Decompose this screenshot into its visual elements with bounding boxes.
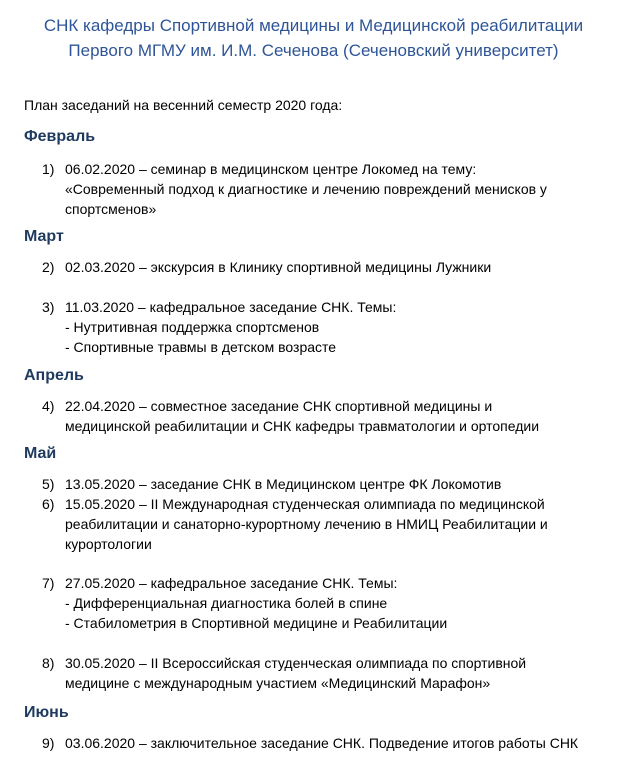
list-item-line: медицине с международным участием «Медицинский Марафон» <box>65 675 491 691</box>
list-item-number: 7) <box>42 575 55 591</box>
list-item-line: - Нутритивная поддержка спортсменов <box>65 319 320 335</box>
list-item-line: 02.03.2020 – экскурсия в Клинику спортивной медицины Лужники <box>65 259 492 275</box>
list-item-number: 5) <box>42 476 55 492</box>
document-title-line-2: Первого МГМУ им. И.М. Сеченова (Сеченовский университет) <box>68 41 559 60</box>
plan-intro: План заседаний на весенний семестр 2020 года: <box>24 97 343 113</box>
list-item-text <box>65 653 620 693</box>
list-item-line: 22.04.2020 – совместное заседание СНК спортивной медицины и <box>65 398 493 414</box>
list-item-number: 8) <box>42 655 55 671</box>
list-item-text <box>65 474 620 494</box>
list-item-line: - Стабилометрия в Спортивной медицине и Реабилитации <box>65 615 448 631</box>
list-item-text <box>65 573 620 633</box>
list-item-line: медицинской реабилитации и СНК кафедры травматологии и ортопедии <box>65 418 540 434</box>
list-item-line: - Дифференциальная диагностика болей в спине <box>65 595 388 611</box>
list-item-line: 06.02.2020 – семинар в медицинском центре Локомед на тему: <box>65 161 477 177</box>
list-item-number: 3) <box>42 299 55 315</box>
list-item-line: 11.03.2020 – кафедральное заседание СНК. Темы: <box>65 299 397 315</box>
list-item-line: 27.05.2020 – кафедральное заседание СНК. Темы: <box>65 575 398 591</box>
month-heading-february: Февраль <box>24 128 96 145</box>
list-item-line: реабилитации и санаторно-курортному лечению в НМИЦ Реабилитации и <box>65 516 548 532</box>
list-item-line: - Спортивные травмы в детском возрасте <box>65 339 337 355</box>
list-item-line: «Современный подход к диагностике и лечению повреждений менисков у <box>65 181 547 197</box>
list-item-number: 9) <box>42 735 55 751</box>
list-item-number: 4) <box>42 398 55 414</box>
document-title-line-1: СНК кафедры Спортивной медицины и Медицинской реабилитации <box>43 16 584 35</box>
list-item-number: 6) <box>42 496 55 512</box>
list-item-text <box>65 257 620 277</box>
list-item-text <box>65 396 620 436</box>
list-item-text <box>65 494 620 554</box>
list-item-number: 1) <box>42 161 55 177</box>
list-item-text <box>65 297 620 357</box>
list-item-text <box>65 159 620 219</box>
list-item-line: 30.05.2020 – II Всероссийская студенческая олимпиада по спортивной <box>65 655 527 671</box>
month-heading-april: Апрель <box>24 367 84 384</box>
month-heading-march: Март <box>24 228 64 245</box>
list-item-text <box>65 733 620 753</box>
list-item-line: 15.05.2020 – II Международная студенческая олимпиада по медицинской <box>65 496 545 512</box>
list-item-line: спортсменов» <box>65 201 157 217</box>
month-heading-may: Май <box>24 445 57 462</box>
month-heading-june: Июнь <box>24 704 69 721</box>
list-item-line: 13.05.2020 – заседание СНК в Медицинском центре ФК Локомотив <box>65 476 502 492</box>
list-item-line: курортологии <box>65 536 152 552</box>
list-item-line: 03.06.2020 – заключительное заседание СНК. Подведение итогов работы СНК <box>65 735 579 751</box>
list-item-number: 2) <box>42 259 55 275</box>
